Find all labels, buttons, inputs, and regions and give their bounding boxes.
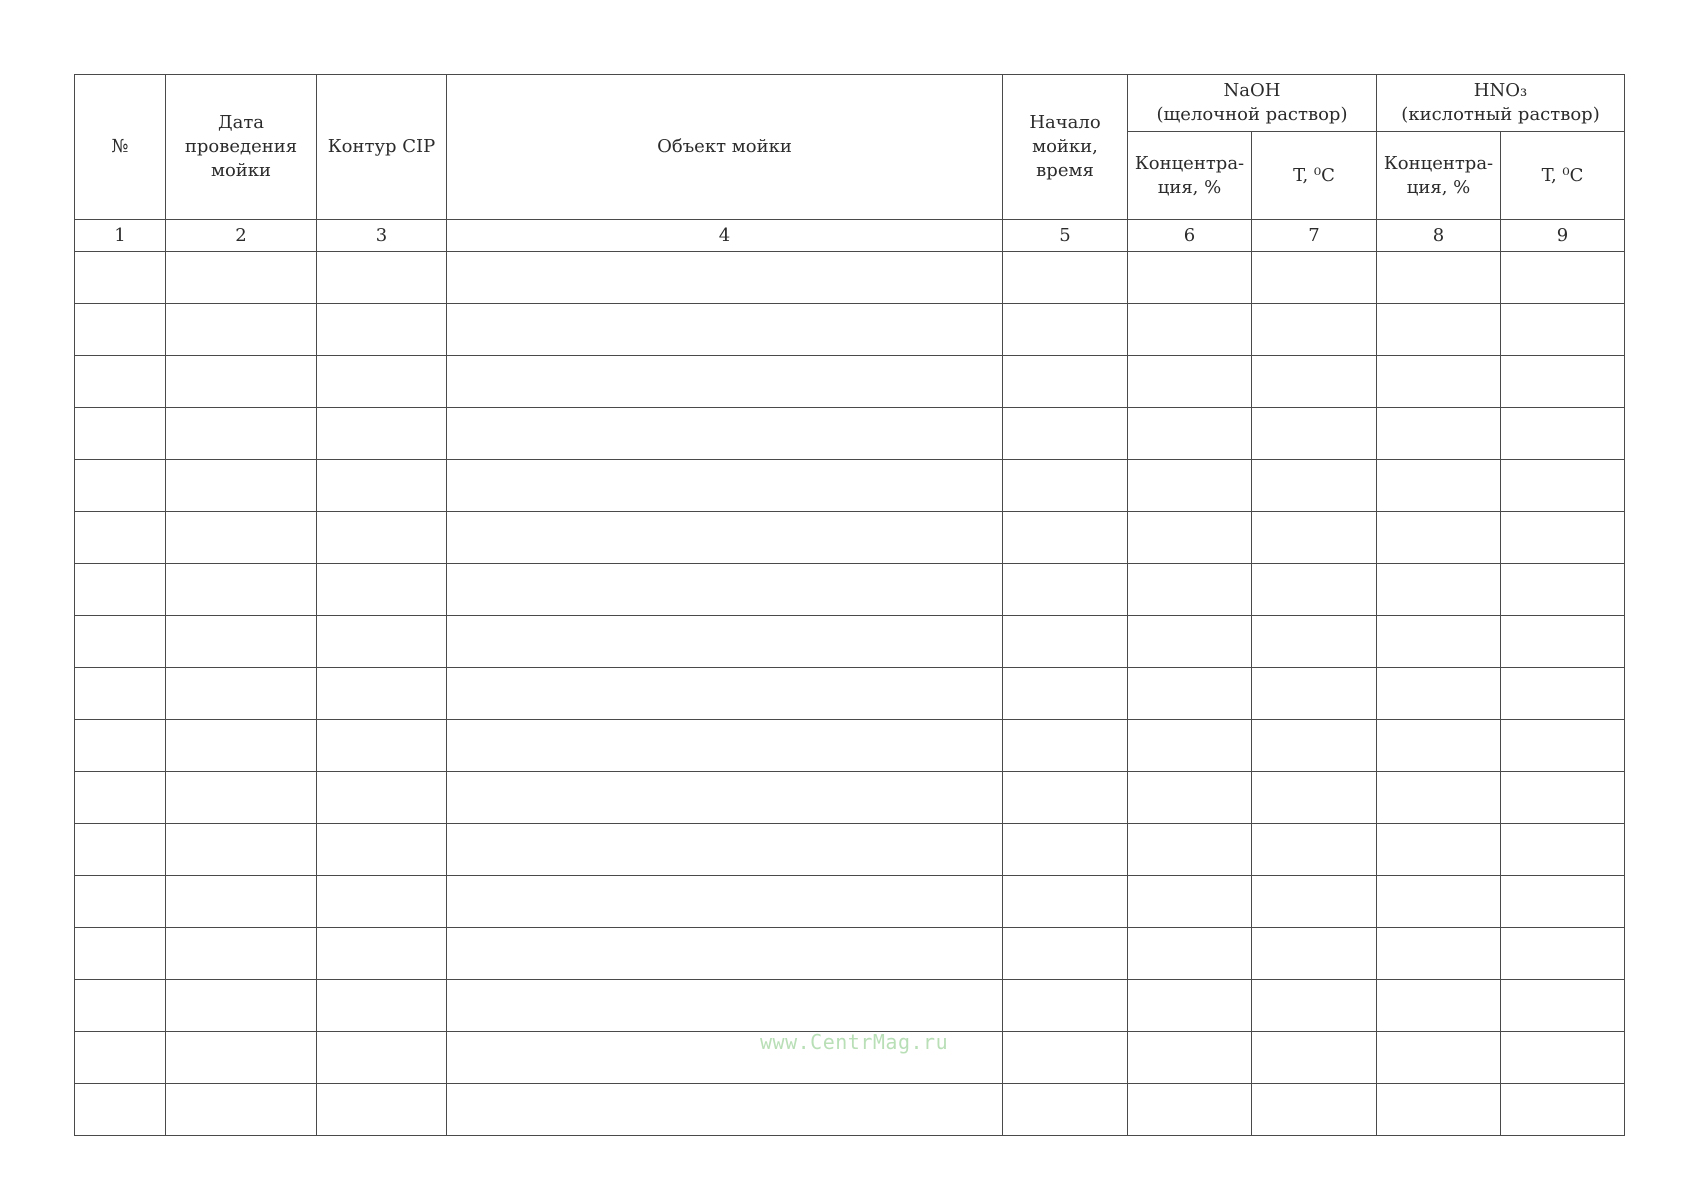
table-cell	[1252, 720, 1377, 772]
column-number: 8	[1377, 220, 1501, 252]
table-cell	[1501, 876, 1625, 928]
table-cell	[317, 668, 447, 720]
table-cell	[1003, 616, 1128, 668]
table-cell	[75, 928, 166, 980]
table-cell	[166, 928, 317, 980]
table-cell	[447, 564, 1003, 616]
table-cell	[1252, 824, 1377, 876]
table-cell	[166, 772, 317, 824]
table-cell	[75, 876, 166, 928]
table-cell	[1128, 564, 1252, 616]
table-cell	[447, 772, 1003, 824]
table-cell	[1501, 564, 1625, 616]
table-cell	[447, 928, 1003, 980]
table-row	[75, 252, 1625, 304]
header-hno3-temperature: T, ⁰C	[1501, 132, 1625, 220]
table-cell	[1252, 928, 1377, 980]
table-cell	[1128, 720, 1252, 772]
column-number: 6	[1128, 220, 1252, 252]
header-naoh-concentration: Концентра- ция, %	[1128, 132, 1252, 220]
table-cell	[1377, 408, 1501, 460]
table-cell	[1003, 1032, 1128, 1084]
table-cell	[1003, 408, 1128, 460]
column-number: 1	[75, 220, 166, 252]
table-row	[75, 1084, 1625, 1136]
table-body	[75, 252, 1625, 1136]
table-cell	[317, 512, 447, 564]
table-cell	[166, 356, 317, 408]
table-cell	[75, 564, 166, 616]
table-cell	[1128, 512, 1252, 564]
table-cell	[1003, 512, 1128, 564]
table-cell	[1003, 772, 1128, 824]
table-cell	[166, 720, 317, 772]
table-cell	[75, 616, 166, 668]
table-cell	[317, 824, 447, 876]
table-row	[75, 564, 1625, 616]
table-cell	[1252, 772, 1377, 824]
table-cell	[1252, 616, 1377, 668]
table-cell	[166, 824, 317, 876]
table-cell	[317, 980, 447, 1032]
table-row	[75, 720, 1625, 772]
table-cell	[447, 668, 1003, 720]
table-cell	[317, 408, 447, 460]
column-number: 2	[166, 220, 317, 252]
column-number-row	[75, 220, 1625, 252]
table-row	[75, 408, 1625, 460]
table-cell	[1003, 824, 1128, 876]
table-cell	[75, 772, 166, 824]
header-number: №	[75, 75, 166, 220]
table-cell	[1128, 460, 1252, 512]
table-cell	[447, 356, 1003, 408]
table-cell	[1377, 616, 1501, 668]
table-cell	[1377, 824, 1501, 876]
header-group-hno3: HNO₃ (кислотный раствор)	[1377, 75, 1625, 132]
table-cell	[1128, 928, 1252, 980]
header-group-naoh: NaOH (щелочной раствор)	[1128, 75, 1377, 132]
table-cell	[1003, 980, 1128, 1032]
table-cell	[1003, 928, 1128, 980]
table-cell	[317, 1032, 447, 1084]
table-cell	[166, 252, 317, 304]
table-cell	[1252, 356, 1377, 408]
table-cell	[1003, 304, 1128, 356]
table-cell	[166, 980, 317, 1032]
table-cell	[1377, 772, 1501, 824]
table-cell	[1501, 356, 1625, 408]
table-cell	[317, 304, 447, 356]
table-cell	[1501, 408, 1625, 460]
table-cell	[1128, 824, 1252, 876]
table-cell	[75, 668, 166, 720]
table-row	[75, 356, 1625, 408]
table-cell	[1003, 356, 1128, 408]
header-naoh-temperature: T, ⁰C	[1252, 132, 1377, 220]
table-cell	[75, 252, 166, 304]
table-cell	[447, 980, 1003, 1032]
table-cell	[1252, 876, 1377, 928]
table-cell	[447, 876, 1003, 928]
table-cell	[75, 460, 166, 512]
table-cell	[1128, 304, 1252, 356]
table-cell	[1377, 720, 1501, 772]
table-row	[75, 980, 1625, 1032]
table-row	[75, 668, 1625, 720]
table-cell	[75, 512, 166, 564]
watermark-text: www.CentrMag.ru	[760, 1030, 949, 1054]
table-cell	[75, 1084, 166, 1136]
table-cell	[447, 616, 1003, 668]
table-cell	[1003, 720, 1128, 772]
table-cell	[1501, 980, 1625, 1032]
table-cell	[317, 616, 447, 668]
table-cell	[447, 252, 1003, 304]
table-cell	[1252, 304, 1377, 356]
cip-wash-log-table	[74, 74, 1625, 1136]
table-row	[75, 928, 1625, 980]
table-cell	[166, 1084, 317, 1136]
table-cell	[75, 356, 166, 408]
table-cell	[166, 512, 317, 564]
table-cell	[75, 1032, 166, 1084]
table-cell	[447, 512, 1003, 564]
header-row-top	[75, 75, 1625, 132]
table-cell	[1252, 668, 1377, 720]
table-cell	[1128, 252, 1252, 304]
table-cell	[166, 876, 317, 928]
table-cell	[75, 980, 166, 1032]
table-cell	[1128, 1032, 1252, 1084]
column-number: 4	[447, 220, 1003, 252]
table-cell	[75, 408, 166, 460]
table-cell	[166, 668, 317, 720]
header-hno3-concentration: Концентра- ция, %	[1377, 132, 1501, 220]
table-cell	[1003, 668, 1128, 720]
table-cell	[1128, 772, 1252, 824]
table-cell	[1377, 512, 1501, 564]
table-cell	[1252, 980, 1377, 1032]
table-cell	[317, 356, 447, 408]
table-cell	[166, 460, 317, 512]
table-cell	[1501, 304, 1625, 356]
table-cell	[1377, 252, 1501, 304]
table-cell	[447, 460, 1003, 512]
table-cell	[166, 616, 317, 668]
column-number: 7	[1252, 220, 1377, 252]
table-cell	[1377, 564, 1501, 616]
table-cell	[1252, 460, 1377, 512]
table-cell	[1252, 512, 1377, 564]
table-cell	[1003, 252, 1128, 304]
table-cell	[1501, 668, 1625, 720]
table-row	[75, 772, 1625, 824]
table-cell	[1377, 876, 1501, 928]
table-cell	[317, 720, 447, 772]
table-cell	[447, 824, 1003, 876]
table-cell	[1501, 720, 1625, 772]
table-cell	[1128, 876, 1252, 928]
table-cell	[317, 1084, 447, 1136]
table-cell	[1128, 616, 1252, 668]
table-cell	[75, 720, 166, 772]
table-cell	[317, 564, 447, 616]
table-cell	[1377, 668, 1501, 720]
table-row	[75, 616, 1625, 668]
table-cell	[1501, 460, 1625, 512]
table-cell	[317, 460, 447, 512]
table-cell	[1377, 356, 1501, 408]
table-cell	[317, 772, 447, 824]
table-row	[75, 304, 1625, 356]
table-cell	[1252, 1032, 1377, 1084]
table-cell	[1377, 928, 1501, 980]
table-cell	[1252, 1084, 1377, 1136]
table-cell	[1003, 1084, 1128, 1136]
table-cell	[1003, 564, 1128, 616]
table-cell	[447, 1084, 1003, 1136]
table-cell	[1128, 668, 1252, 720]
table-cell	[1128, 1084, 1252, 1136]
table-cell	[1377, 980, 1501, 1032]
table-cell	[1003, 876, 1128, 928]
table-cell	[1128, 408, 1252, 460]
table-cell	[1252, 252, 1377, 304]
table-cell	[1377, 460, 1501, 512]
table-cell	[1501, 928, 1625, 980]
table-cell	[1501, 1032, 1625, 1084]
table-cell	[1501, 772, 1625, 824]
table-cell	[447, 304, 1003, 356]
column-number: 9	[1501, 220, 1625, 252]
header-wash-start-time: Начало мойки, время	[1003, 75, 1128, 220]
table-cell	[166, 408, 317, 460]
table-cell	[1501, 252, 1625, 304]
table-cell	[317, 252, 447, 304]
table-cell	[1252, 408, 1377, 460]
table-cell	[447, 408, 1003, 460]
table-cell	[1377, 304, 1501, 356]
table-cell	[166, 1032, 317, 1084]
table-cell	[317, 876, 447, 928]
table-cell	[75, 824, 166, 876]
header-wash-date: Дата проведения мойки	[166, 75, 317, 220]
column-number: 3	[317, 220, 447, 252]
table-cell	[1377, 1084, 1501, 1136]
table-cell	[1128, 980, 1252, 1032]
table-cell	[447, 720, 1003, 772]
table-cell	[1252, 564, 1377, 616]
table-cell	[1501, 1084, 1625, 1136]
table-cell	[1501, 512, 1625, 564]
table-row	[75, 512, 1625, 564]
table-cell	[317, 928, 447, 980]
table-cell	[166, 304, 317, 356]
table-cell	[166, 564, 317, 616]
table-row	[75, 824, 1625, 876]
table-row	[75, 876, 1625, 928]
table-cell	[1003, 460, 1128, 512]
header-cip-contour: Контур CIP	[317, 75, 447, 220]
table-cell	[75, 304, 166, 356]
table-cell	[1128, 356, 1252, 408]
table-cell	[1501, 824, 1625, 876]
table-row	[75, 460, 1625, 512]
table-cell	[1377, 1032, 1501, 1084]
table-cell	[1501, 616, 1625, 668]
header-wash-object: Объект мойки	[447, 75, 1003, 220]
column-number: 5	[1003, 220, 1128, 252]
